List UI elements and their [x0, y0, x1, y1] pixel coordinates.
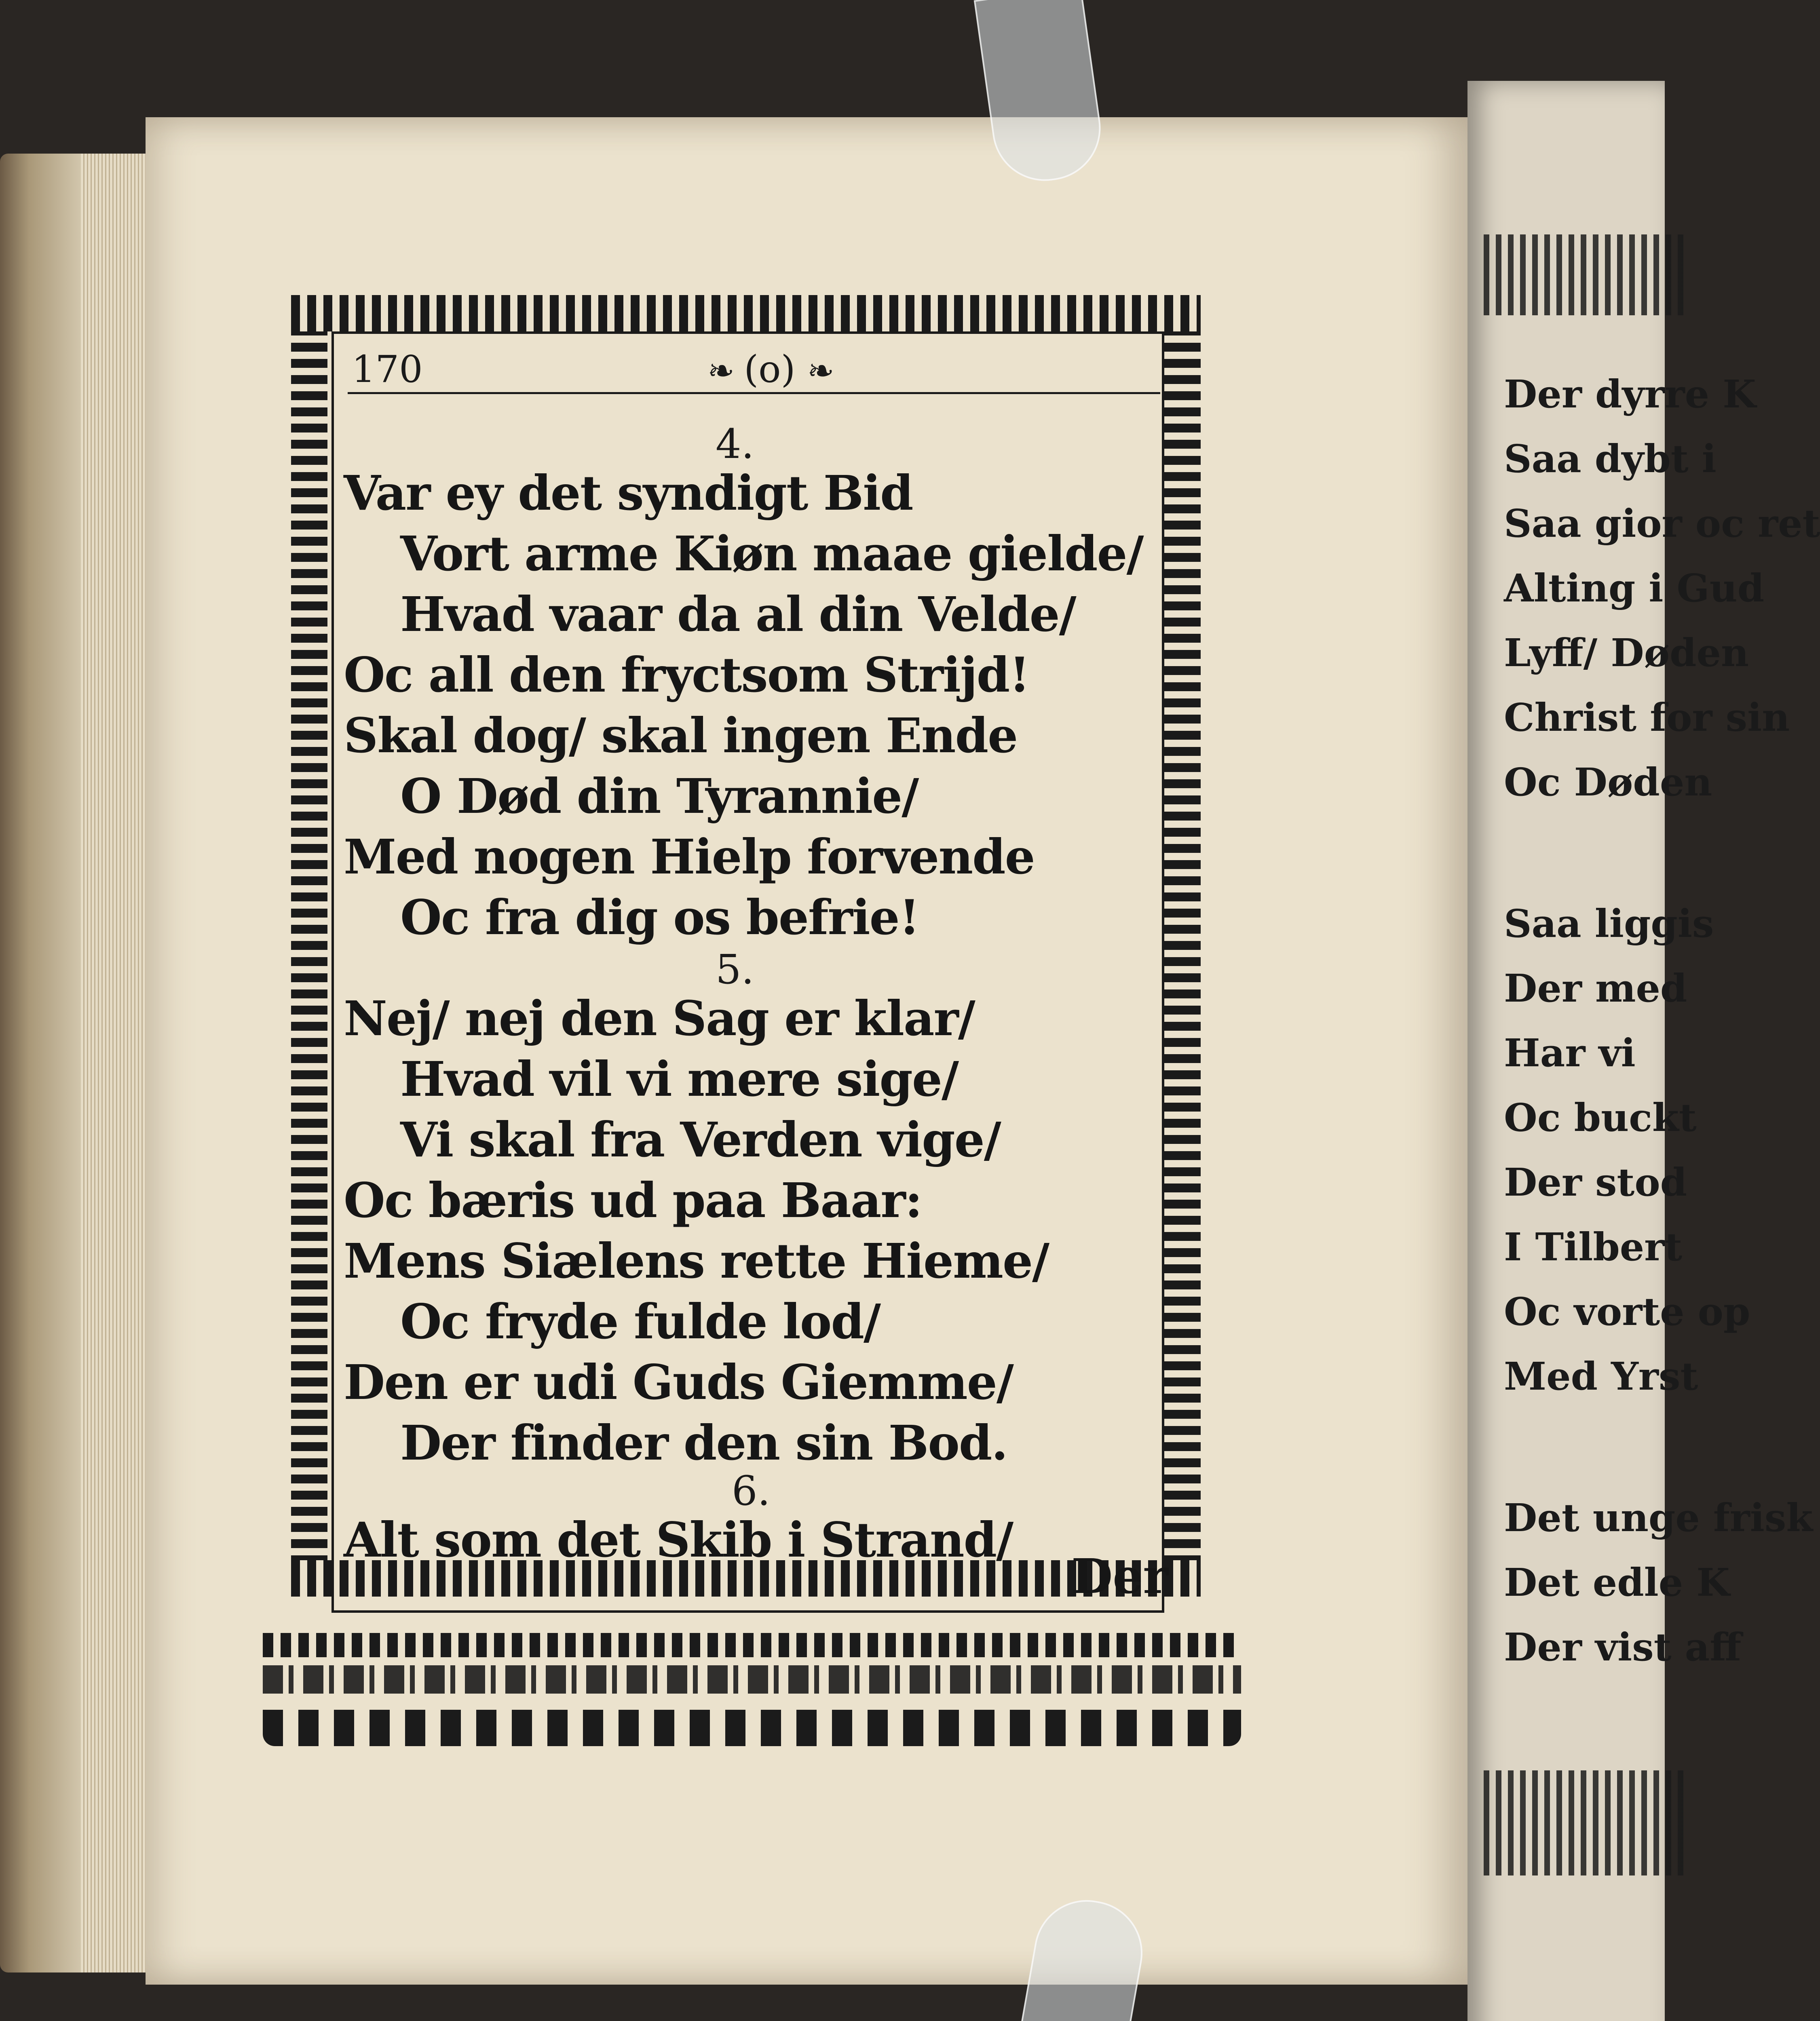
ornament-band-acorns — [263, 1710, 1241, 1746]
verse-line: Den er udi Guds Giemme/ — [344, 1354, 1013, 1410]
verse-line: Med nogen Hielp forvende — [344, 829, 1035, 885]
facing-page-line: I Tilbert — [1504, 1225, 1683, 1270]
verse-line: Der finder den sin Bod. — [400, 1415, 1007, 1471]
facing-page-line: Christ for sin — [1504, 695, 1790, 740]
facing-page-border-bottom — [1484, 1770, 1686, 1875]
verse-line: Oc fra dig os befrie! — [400, 889, 919, 945]
catchword: Der — [1071, 1548, 1168, 1604]
facing-page-line: Oc vorte op — [1504, 1289, 1750, 1334]
verse-line: Hvad vil vi mere sige/ — [400, 1051, 959, 1107]
fleuron-icon: ❧ — [807, 352, 832, 390]
verse-line: Alt som det Skib i Strand/ — [344, 1512, 1013, 1568]
book-left-pages — [0, 154, 146, 1972]
verse-line: Vort arme Kiøn maae gielde/ — [400, 525, 1143, 582]
verse-line: Mens Siælens rette Hieme/ — [344, 1233, 1049, 1289]
verse-line: Oc bæris ud paa Baar: — [344, 1172, 922, 1228]
facing-page-border-top — [1484, 234, 1686, 315]
page-header — [348, 340, 1160, 394]
facing-page-line: Det edle K — [1504, 1560, 1730, 1605]
ornament-band — [263, 1665, 1241, 1694]
header-signature — [707, 348, 832, 391]
stanza-number: 6. — [732, 1467, 771, 1515]
facing-page-line: Der vist aff — [1504, 1625, 1742, 1670]
facing-page-line: Saa gior oc ret — [1504, 501, 1820, 546]
facing-page-line: Der stod — [1504, 1160, 1687, 1205]
verse-line: Skal dog/ skal ingen Ende — [344, 707, 1018, 764]
facing-page-line: Saa liggis — [1504, 901, 1714, 946]
facing-page-line: Har vi — [1504, 1031, 1636, 1076]
fleuron-icon: ❧ — [707, 352, 733, 390]
facing-page-line: Lyff/ Døden — [1504, 631, 1749, 675]
facing-page — [1467, 81, 1820, 2021]
facing-page-line: Der dyrre K — [1504, 372, 1756, 417]
verse-line: Var ey det syndigt Bid — [344, 465, 913, 521]
verse-line: Oc all den fryctsom Strijd! — [344, 647, 1030, 703]
stanza-number: 4. — [716, 420, 754, 468]
verse-line: Vi skal fra Verden vige/ — [400, 1112, 1001, 1168]
page-edges — [81, 154, 146, 1972]
stanza-number: 5. — [716, 946, 754, 993]
facing-page-line: Der med — [1504, 966, 1687, 1011]
facing-page-line: Det unge frisk — [1504, 1496, 1813, 1540]
verse-line: O Død din Tyrannie/ — [400, 768, 918, 824]
verse-line: Oc fryde fulde lod/ — [400, 1293, 880, 1350]
facing-page-line: Alting i Gud — [1504, 566, 1765, 611]
facing-page-line: Oc Døden — [1504, 760, 1712, 805]
facing-page-line: Med Yrst — [1504, 1354, 1698, 1399]
facing-page-line: Saa dybt i — [1504, 437, 1717, 481]
page-number: 170 — [352, 348, 423, 391]
verse-line: Hvad vaar da al din Velde/ — [400, 586, 1076, 642]
facing-page-line: Oc buckt — [1504, 1095, 1697, 1140]
verse-line: Nej/ nej den Sag er klar/ — [344, 990, 975, 1046]
ornament-band — [263, 1633, 1241, 1657]
signature-mark: (o) — [744, 348, 796, 391]
